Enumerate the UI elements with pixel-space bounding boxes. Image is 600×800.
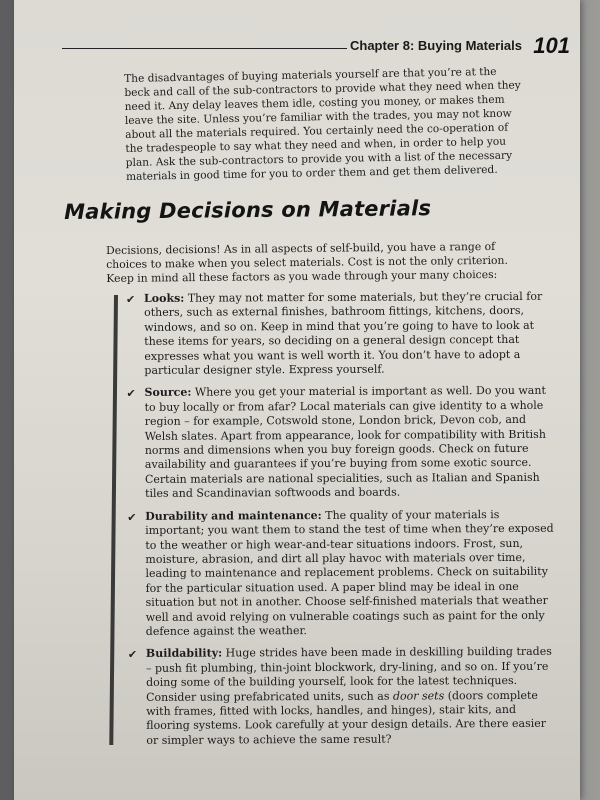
intro-text: The disadvantages of buying materials yourself are that you’re at the beck and call of the sub-contractors to provide what they need when they need it. Any delay leaves them idle, costing you money, or makes them leave the site. Unless you’re familiar with the trades, you may not know about all the materials required. You certainly need the co-operation of the tradespeople to say what they need and when, in order to help you plan. Ask the sub-contractors to provide you with a list of the necessary materials in good time for you to order them and get them delivered. (124, 65, 521, 183)
chapter-title: Chapter 8: Buying Materials (350, 38, 522, 53)
list-item-buildability (128, 645, 559, 748)
check-mark-icon: ✔ (127, 648, 138, 662)
list-item-looks (126, 290, 556, 379)
lead-paragraph (106, 240, 531, 286)
background-left (0, 0, 14, 800)
intro-paragraph (124, 64, 526, 184)
list-item-source (126, 384, 557, 501)
check-mark-icon: ✔ (127, 510, 137, 524)
item-text-before: Huge strides have been made in deskilling building trades – push fit plumbing, thin-joint blockwork, dry-lining, and so on. If you’re doing some of the building yourself, look for the latest techniques. Consider using prefabricated units, such as (145, 645, 552, 704)
check-mark-icon: ✔ (126, 387, 136, 401)
header-rule (62, 48, 347, 49)
factors-list (126, 290, 558, 756)
item-title: Durability and maintenance: (145, 508, 322, 523)
lead-text: Decisions, decisions! As in all aspects of self-build, you have a range of choices to make when you select materials. Cost is not the only criterion. Keep in mind all these factors as you wade through your many choices: (106, 239, 508, 285)
list-sidebar-rule (109, 295, 118, 745)
item-emphasis: door sets (392, 688, 445, 703)
check-mark-icon: ✔ (126, 292, 136, 306)
page-number: 101 (533, 33, 570, 58)
item-title: Buildability: (145, 646, 223, 661)
item-title: Looks: (143, 291, 185, 305)
item-text: They may not matter for some materials, but they’re crucial for others, such as external finishes, bathroom fittings, kitchens, doors, windows, and so on. Keep in mind that you’re going to have to look at these items for years, so deciding on a general design concept that expresses what you want is well worth it. You don’t have to adopt a particular designer style. Express yourself. (144, 289, 543, 377)
item-text: The quality of your materials is important; you want them to stand the test of time when they’re exposed to the weather or high wear-and-tear situations indoors. Frost, sun, moisture, abrasion, and dirt all play havoc with materials over time, leading to maintenance and replacement problems. Check on suitability for the particular situation used. A paper blind may be ideal in one situation but not in another. Choose self-finished materials that weather well and avoid relying on vulnerable coatings such as paint for the only defence against the weather. (145, 507, 554, 638)
book-page (14, 0, 580, 800)
item-title: Source: (144, 386, 192, 400)
page-header (62, 33, 572, 63)
list-item-durability (127, 507, 558, 639)
item-text: Where you get your material is important as well. Do you want to buy locally or from afar? Local materials can give identity to a whole region – for example, Cotswold stone, London brick, Devon cob, and Welsh slates. Apart from appearance, look for compatibility with British norms and dimensions when you buy foreign goods. Check on future availability and guarantees if you’re buying from some exotic source. Certain materials are national specialities, such as Italian and Spanish tiles and Scandinavian softwoods and boards. (144, 384, 546, 501)
section-heading: Making Decisions on Materials (64, 196, 432, 224)
item-text-after: (doors complete with frames, fitted with locks, handles, and hinges), stair kits, and flooring systems. Look carefully at your design details. Are there easier or simpler ways to achieve the same result? (146, 688, 547, 747)
